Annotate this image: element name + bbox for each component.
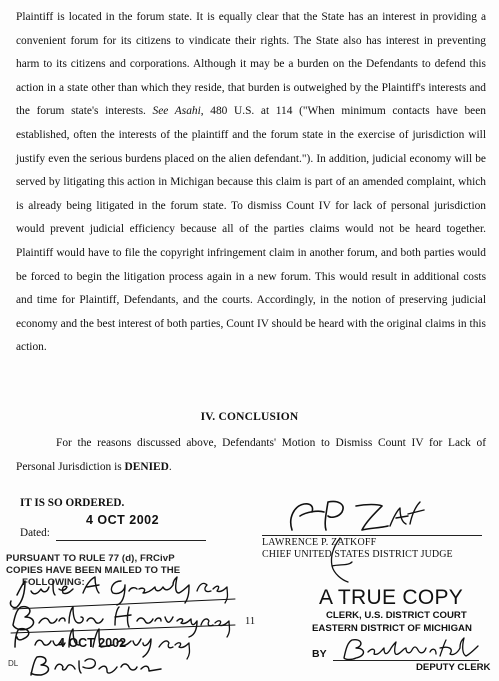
mailing-stamp-line-3: FOLLOWING:: [22, 577, 85, 588]
conclusion-paragraph: [16, 432, 486, 479]
true-copy-clerk: CLERK, U.S. DISTRICT COURT: [326, 610, 467, 621]
conclusion-text: For the reasons discussed above, Defendants' Motion to Dismiss Count IV for Lack of Personal Jurisdiction is: [16, 437, 486, 473]
true-copy-by: BY: [312, 648, 327, 660]
body-paragraph: [16, 6, 486, 360]
judge-title: CHIEF UNITED STATES DISTRICT JUDGE: [262, 549, 453, 560]
judge-name: LAWRENCE P. ZATKOFF: [262, 537, 377, 548]
paragraph-text-continued: , 480 U.S. at 114 ("When minimum contacts have been established, often the interests of the plaintiff and the forum state in the exercise of jurisdiction will justify even the serious burdens placed on the alien defendant."). In addition, judicial economy will be served by litigating this action in Michigan because this claim is part of an amended complaint, which is already being litigated in the forum state. To dismiss Count IV for lack of personal jurisdiction would prevent judicial efficiency because all of the parties claims would not be heard together. Plaintiff would have to file the copyright infringement claim in another forum, and both parties would be forced to begin the litigation process again in a new forum. This would result in additional costs and time for Plaintiff, Defendants, and the courts. Accordingly, in the notion of preserving judicial economy and the best interest of both parties, Count IV should be heard with the original claims in this action.: [16, 105, 486, 354]
section-heading: IV. CONCLUSION: [200, 411, 299, 423]
judge-signature-line: [262, 535, 482, 536]
mailing-stamp-line-1: PURSUANT TO RULE 77 (d), FRCivP: [6, 553, 175, 564]
paragraph-text: Plaintiff is located in the forum state. It is equally clear that the State has an interest in providing a convenient forum for its citizens to vindicate their rights. The State also has interest in preventing harm to its citizens and corporations. Although it may be a burden on the Defendants to defend this action in a state other than which they reside, that burden is outweighed by the Plaintiff's interests and the forum state's interests.: [16, 11, 486, 118]
mailing-stamp-dl: DL: [8, 659, 19, 668]
dated-signature-line: [56, 540, 206, 541]
page-number: 11: [245, 616, 256, 627]
judge-signature-icon: [270, 496, 430, 536]
deputy-signature-line: [333, 660, 479, 661]
deputy-clerk-label: DEPUTY CLERK: [416, 662, 491, 673]
conclusion-period: .: [168, 460, 172, 473]
case-citation: See Asahi: [152, 105, 201, 118]
true-copy-district: EASTERN DISTRICT OF MICHIGAN: [312, 623, 472, 634]
true-copy-title: A TRUE COPY: [319, 586, 464, 609]
handwritten-recipients-icon: [3, 551, 256, 677]
mailing-stamp-line-2: COPIES HAVE BEEN MAILED TO THE: [6, 565, 181, 576]
ruling-word: DENIED: [124, 460, 169, 473]
so-ordered-line: IT IS SO ORDERED.: [20, 497, 125, 509]
mailing-stamp-date: 4 OCT 2002: [58, 636, 127, 650]
dated-stamp: 4 OCT 2002: [86, 513, 160, 527]
dated-label: Dated:: [20, 527, 50, 539]
deputy-signature-icon: [340, 636, 480, 662]
